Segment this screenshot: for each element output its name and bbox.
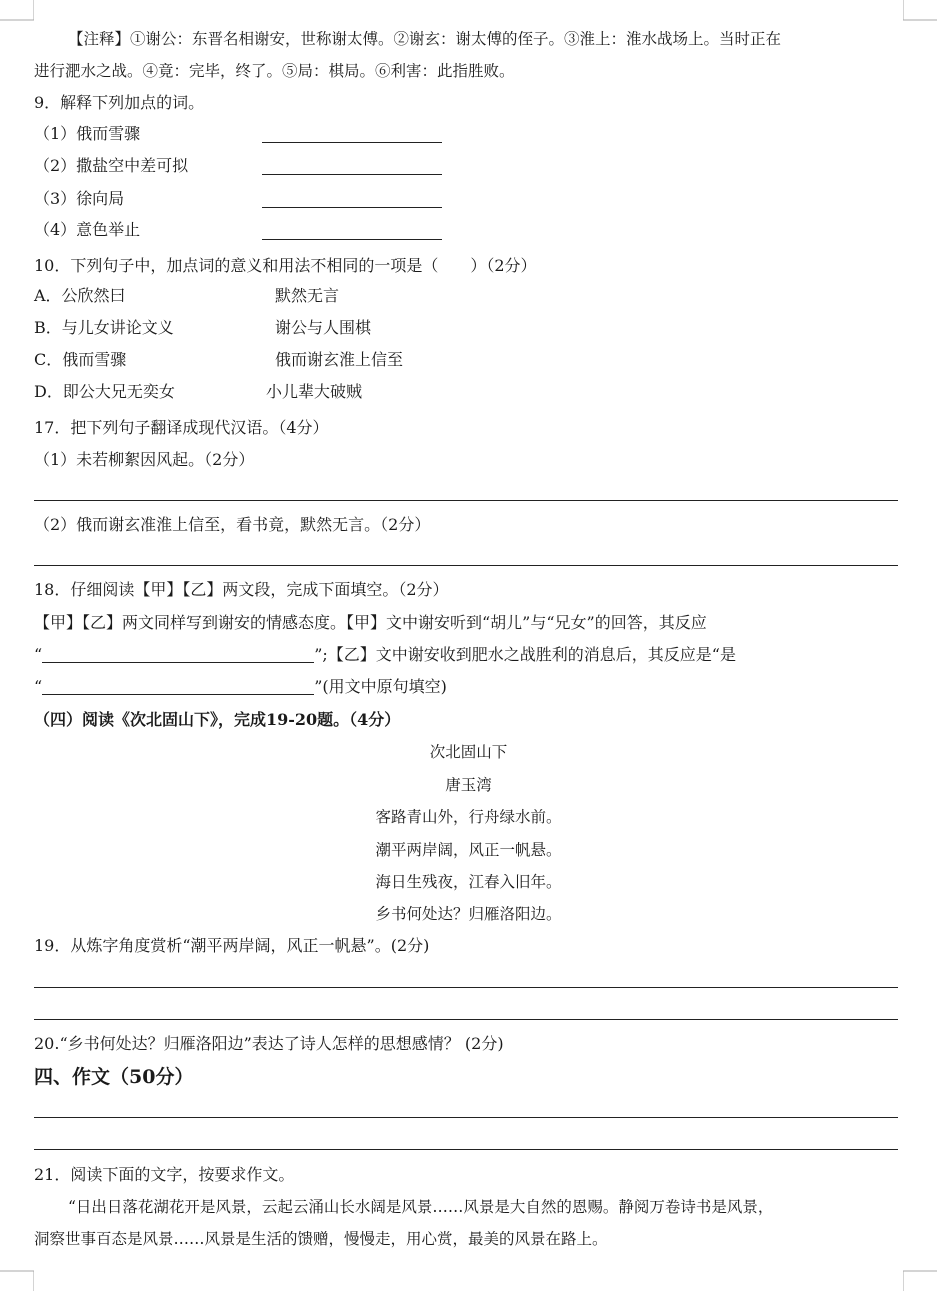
q9-item-2: （2）撒盐空中差可拟 — [34, 156, 189, 175]
q9-title: 9．解释下列加点的词。 — [34, 93, 205, 112]
q9-answer-line-2[interactable] — [262, 174, 442, 175]
q9-answer-line-3[interactable] — [262, 207, 442, 208]
poem-line-3: 海日生残夜，江春入旧年。 — [375, 873, 562, 891]
q18-open-quote-1: “ — [34, 645, 43, 664]
q10-option-c-left[interactable]: C．俄而雪骤 — [34, 350, 127, 369]
q17-sentence-2: （2）俄而谢玄准淮上信至，看书竟，默然无言。（2分） — [34, 515, 431, 534]
q10-title: 10．下列句子中，加点词的意义和用法不相同的一项是（ ）（2分） — [34, 256, 537, 275]
q9-answer-line-4[interactable] — [262, 239, 442, 240]
q17-answer-line-2[interactable] — [34, 565, 898, 566]
q18-line-3 — [34, 676, 447, 698]
q20-answer-line-2[interactable] — [34, 1149, 898, 1150]
q10-option-d-left[interactable]: D．即公大兄无奕女 — [34, 382, 175, 401]
q10-option-b-right: 谢公与人围棋 — [275, 318, 372, 337]
crop-mark-top-left — [0, 0, 34, 34]
q21-title: 21．阅读下面的文字，按要求作文。 — [34, 1165, 295, 1184]
q20-title: 20.“乡书何处达？归雁洛阳边”表达了诗人怎样的思想感情？ (2分) — [34, 1034, 504, 1053]
q18-line-2 — [34, 644, 736, 666]
q9-item-1: （1）俄而雪骤 — [34, 124, 141, 143]
q17-answer-line-1[interactable] — [34, 500, 898, 501]
q18-tail-text: ”(用文中原句填空) — [314, 677, 447, 696]
q18-mid-text: ”;【乙】文中谢安收到肥水之战胜利的消息后，其反应是“是 — [314, 645, 736, 664]
q18-blank-1[interactable] — [42, 646, 314, 663]
q10-option-a-left[interactable]: A．公欣然曰 — [34, 286, 126, 305]
q17-title: 17．把下列句子翻译成现代汉语。（4分） — [34, 418, 329, 437]
q21-paragraph-line-2: 洞察世事百态是风景……风景是生活的馈赠，慢慢走，用心赏，最美的风景在路上。 — [34, 1230, 608, 1248]
q10-option-c-right: 俄而谢玄淮上信至 — [275, 350, 404, 369]
q19-answer-line-1[interactable] — [34, 987, 898, 988]
part-4-title: 四、作文（50分） — [34, 1066, 194, 1088]
poem-author: 唐玉湾 — [445, 776, 492, 794]
q19-answer-line-2[interactable] — [34, 1019, 898, 1020]
q18-open-quote-2: “ — [34, 677, 43, 696]
q20-answer-line-1[interactable] — [34, 1117, 898, 1118]
crop-mark-bottom-right — [903, 1257, 937, 1291]
q10-option-a-right: 默然无言 — [275, 286, 340, 305]
note-line-2: 进行淝水之战。④竟：完毕，终了。⑤局：棋局。⑥利害：此指胜败。 — [34, 62, 515, 80]
q17-sentence-1: （1）未若柳絮因风起。（2分） — [34, 450, 255, 469]
poem-title: 次北固山下 — [429, 743, 508, 761]
q21-paragraph-line-1: “日出日落花湖花开是风景，云起云涌山长水阔是风景……风景是大自然的恩赐。静阅万卷诗书是风景， — [68, 1198, 774, 1216]
q9-item-4: （4）意色举止 — [34, 220, 141, 239]
poem-line-1: 客路青山外，行舟绿水前。 — [375, 808, 562, 826]
q10-option-d-right: 小儿辈大破贼 — [266, 382, 363, 401]
q18-blank-2[interactable] — [42, 678, 314, 695]
q10-option-b-left[interactable]: B．与儿女讲论文义 — [34, 318, 174, 337]
poem-line-2: 潮平两岸阔，风正一帆悬。 — [375, 841, 562, 859]
section-4-title: （四）阅读《次北固山下》，完成19-20题。（4分） — [34, 710, 401, 729]
q19-title: 19．从炼字角度赏析“潮平两岸阔，风正一帆悬”。(2分) — [34, 936, 430, 955]
note-line-1: 【注释】①谢公：东晋名相谢安，世称谢太傅。②谢玄：谢太傅的侄子。③淮上：淮水战场上。当时正在 — [68, 30, 782, 48]
crop-mark-bottom-left — [0, 1257, 34, 1291]
q18-title: 18．仔细阅读【甲】【乙】两文段，完成下面填空。（2分） — [34, 580, 449, 599]
crop-mark-top-right — [903, 0, 937, 34]
poem-line-4: 乡书何处达？归雁洛阳边。 — [375, 905, 562, 923]
q9-item-3: （3）徐向局 — [34, 189, 125, 208]
q9-answer-line-1[interactable] — [262, 142, 442, 143]
q18-line-1: 【甲】【乙】两文同样写到谢安的情感态度。【甲】文中谢安听到“胡儿”与“兄女”的回答，其反应 — [34, 613, 707, 632]
